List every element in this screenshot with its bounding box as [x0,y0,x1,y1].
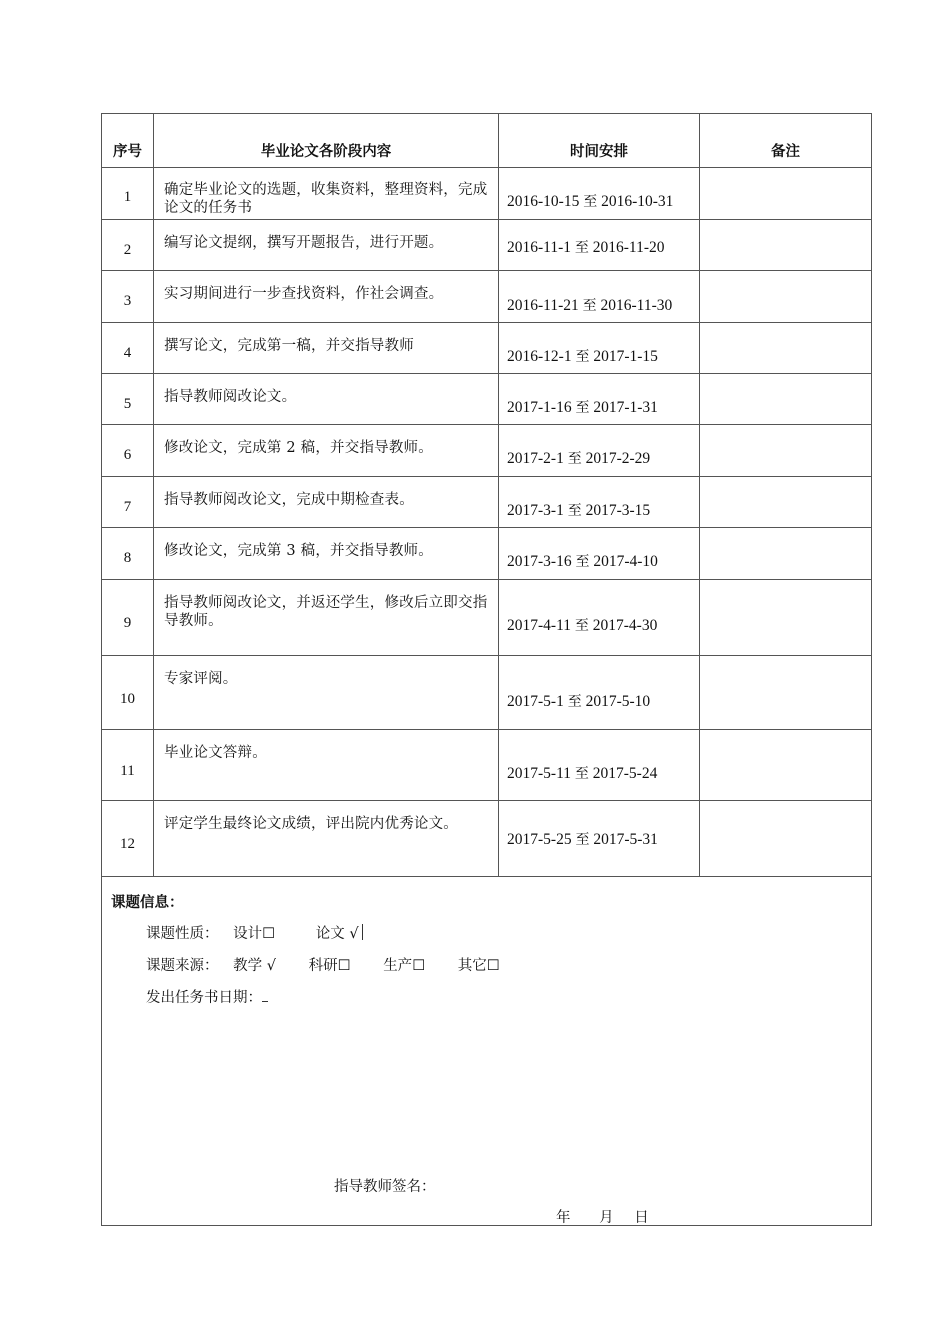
row-schedule: 2017-1-16 至 2017-1-31 [507,399,658,416]
row-remarks[interactable] [700,656,872,730]
row-schedule: 2016-11-1 至 2016-11-20 [507,239,665,256]
row-content: 确定毕业论文的选题，收集资料，整理资料，完成论文的任务书 [164,182,488,216]
row-remarks[interactable] [700,374,872,425]
schedule-document [101,113,871,1226]
row-schedule: 2016-12-1 至 2017-1-15 [507,348,658,365]
row-schedule: 2017-5-11 至 2017-5-24 [507,765,658,782]
row-content: 撰写论文，完成第一稿，并交指导教师 [164,338,414,354]
topic-source-line [146,954,500,975]
date-month: 月 [599,1210,614,1226]
source-option-production[interactable]: 生产☐ [383,958,426,974]
topic-info-section [102,877,872,1226]
row-remarks[interactable] [700,220,872,271]
table-row [102,528,872,580]
row-remarks[interactable] [700,580,872,656]
row-index: 3 [123,293,132,309]
checkbox-empty-icon: ☐ [412,958,426,974]
checkmark-icon: √ [349,926,359,942]
row-schedule: 2017-3-1 至 2017-3-15 [507,502,651,519]
header-index: 序号 [102,114,154,168]
row-content: 修改论文，完成第 2 稿，并交指导教师。 [164,440,433,456]
thesis-schedule-table [101,113,872,1226]
table-row [102,580,872,656]
issue-date-label: 发出任务书日期： [146,990,262,1006]
row-remarks[interactable] [700,168,872,220]
table-row [102,656,872,730]
issue-date-line [146,986,268,1007]
topic-info-row [102,877,872,1226]
row-content: 评定学生最终论文成绩，评出院内优秀论文。 [164,816,458,832]
row-content: 专家评阅。 [164,671,238,687]
row-remarks[interactable] [700,528,872,580]
header-remarks: 备注 [700,114,872,168]
source-option-other[interactable]: 其它☐ [457,958,500,974]
table-row [102,168,872,220]
row-content: 修改论文，完成第 3 稿，并交指导教师。 [164,543,433,559]
checkbox-empty-icon: ☐ [486,958,500,974]
row-index: 10 [120,691,135,707]
date-day: 日 [634,1210,649,1226]
source-option-teaching[interactable]: 教学 √ [233,958,276,974]
table-row [102,220,872,271]
row-remarks[interactable] [700,730,872,801]
row-remarks[interactable] [700,425,872,477]
header-content: 毕业论文各阶段内容 [154,114,499,168]
row-index: 7 [123,499,132,515]
signature-date [556,1206,649,1227]
topic-nature-label: 课题性质： [146,926,219,942]
row-remarks[interactable] [700,801,872,877]
text-cursor [362,924,363,940]
row-index: 4 [123,345,132,361]
row-index: 9 [123,615,132,631]
row-index: 1 [123,189,132,205]
row-content: 毕业论文答辩。 [164,745,267,761]
row-schedule: 2017-2-1 至 2017-2-29 [507,450,651,467]
table-row [102,323,872,374]
table-row [102,271,872,323]
row-schedule: 2017-4-11 至 2017-4-30 [507,617,658,634]
checkbox-empty-icon: ☐ [337,958,351,974]
row-remarks[interactable] [700,271,872,323]
row-index: 6 [123,447,132,463]
row-index: 2 [123,242,132,258]
checkmark-icon: √ [266,958,276,974]
row-content: 实习期间进行一步查找资料，作社会调查。 [164,286,444,302]
row-remarks[interactable] [700,477,872,528]
topic-nature-line [146,922,363,943]
row-content: 指导教师阅改论文，完成中期检查表。 [164,492,414,508]
table-header-row [102,114,872,168]
row-remarks[interactable] [700,323,872,374]
row-schedule: 2017-5-1 至 2017-5-10 [507,693,651,710]
header-schedule: 时间安排 [499,114,700,168]
row-schedule: 2017-5-25 至 2017-5-31 [507,831,658,848]
row-index: 11 [120,763,135,779]
row-schedule: 2016-11-21 至 2016-11-30 [507,297,673,314]
row-content: 指导教师阅改论文。 [164,389,297,405]
row-schedule: 2017-3-16 至 2017-4-10 [507,553,658,570]
topic-source-label: 课题来源： [146,958,219,974]
table-row [102,374,872,425]
row-schedule: 2016-10-15 至 2016-10-31 [507,193,674,210]
row-index: 8 [123,550,132,566]
row-index: 5 [123,396,132,412]
row-content: 编写论文提纲，撰写开题报告，进行开题。 [164,235,444,251]
advisor-signature-label: 指导教师签名： [334,1179,436,1195]
source-option-research[interactable]: 科研☐ [308,958,351,974]
date-year: 年 [556,1210,571,1226]
table-row [102,477,872,528]
nature-option-design[interactable]: 设计☐ [233,926,276,942]
row-content: 指导教师阅改论文，并返还学生，修改后立即交指导教师。 [164,595,488,629]
issue-date-field[interactable] [262,987,268,1002]
checkbox-empty-icon: ☐ [262,926,276,942]
table-row [102,730,872,801]
table-row [102,425,872,477]
table-row [102,801,872,877]
row-index: 12 [120,836,135,852]
topic-info-title: 课题信息： [111,895,184,911]
nature-option-thesis[interactable]: 论文 √ [316,922,363,943]
